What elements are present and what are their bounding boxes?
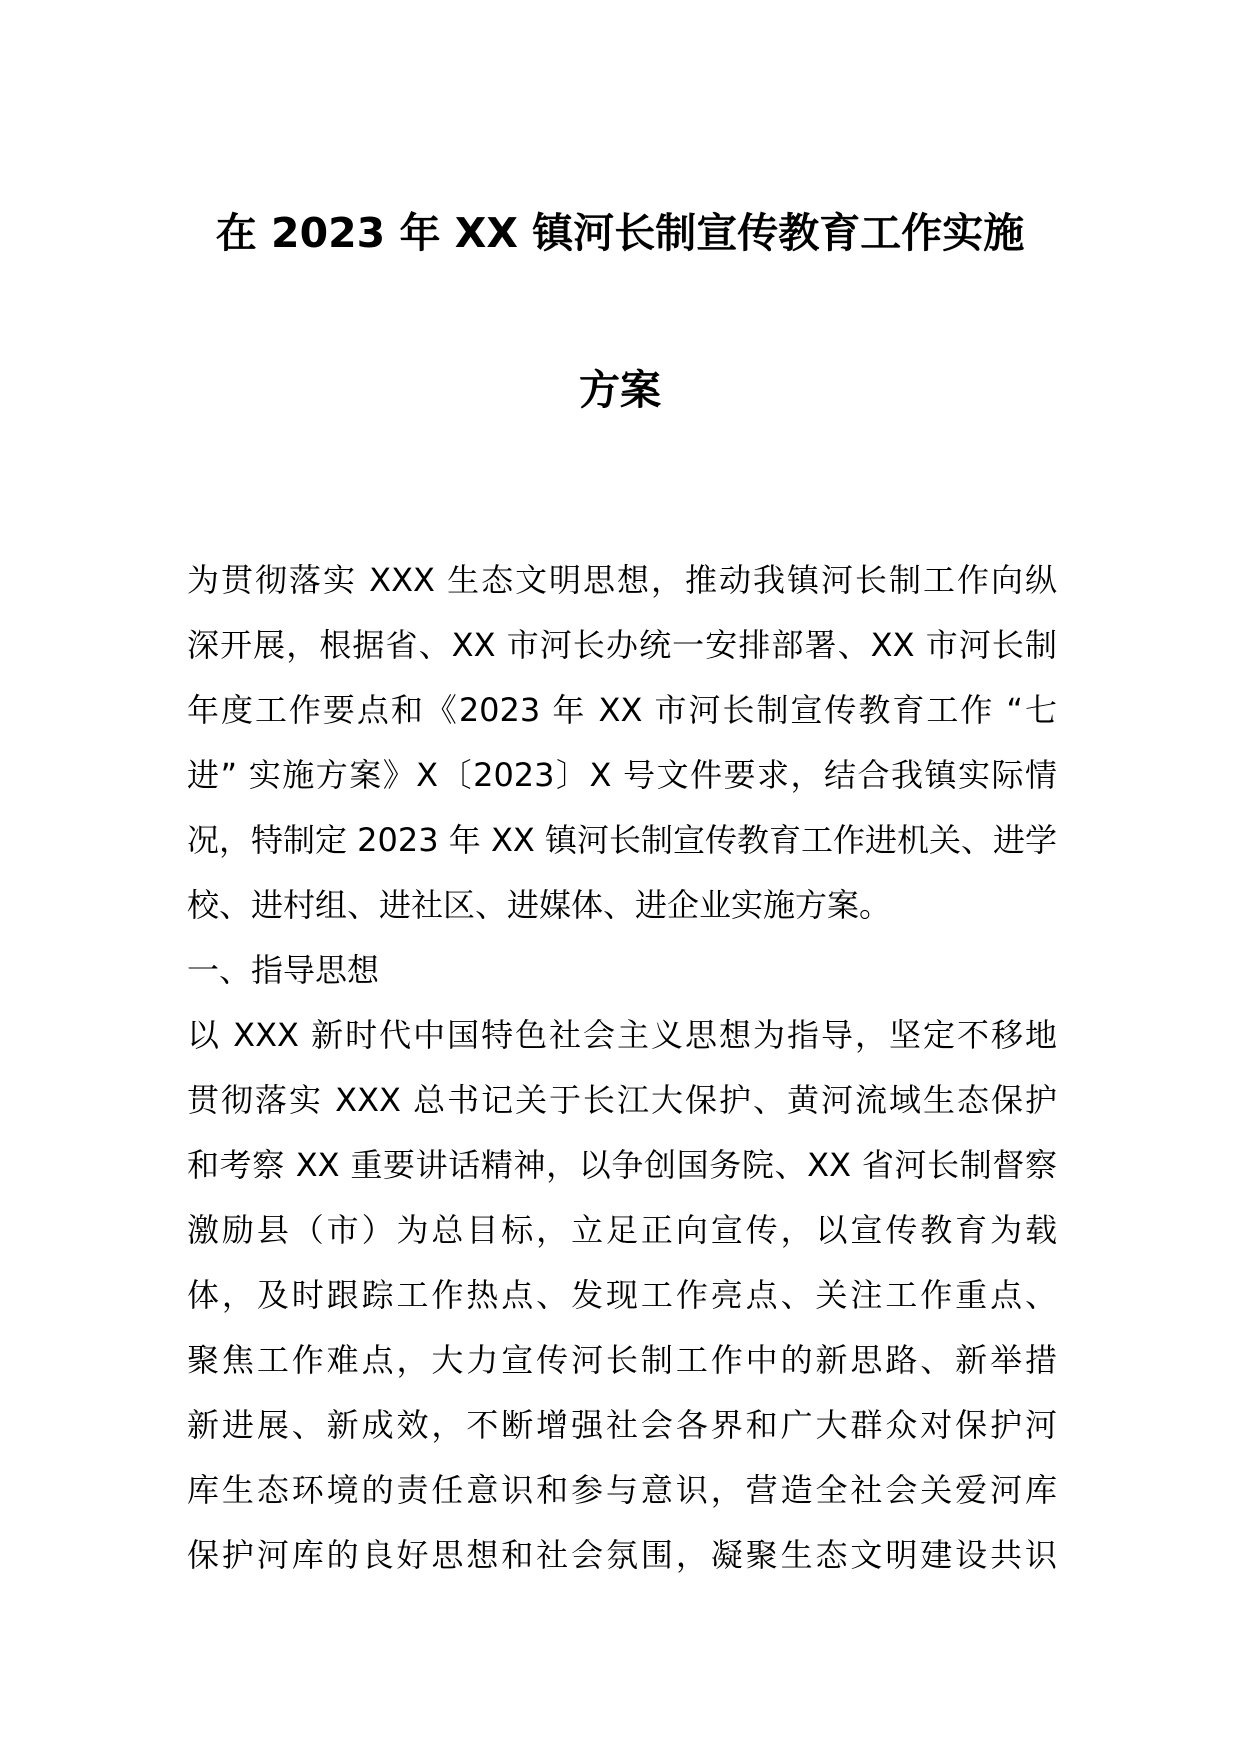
section-1-line: 库生态环境的责任意识和参与意识，营造全社会关爱河库 xyxy=(187,1471,1057,1509)
intro-line: 为贯彻落实 XXX 生态文明思想，推动我镇河长制工作向纵 xyxy=(187,561,1057,599)
section-1-line: 和考察 XX 重要讲话精神，以争创国务院、XX 省河长制督察 xyxy=(187,1146,1057,1184)
document-title-line-1: 在 2023 年 XX 镇河长制宣传教育工作实施 xyxy=(215,209,1025,257)
section-1-line: 保护河库的良好思想和社会氛围，凝聚生态文明建设共识 xyxy=(187,1536,1057,1574)
section-1-line: 体，及时跟踪工作热点、发现工作亮点、关注工作重点、 xyxy=(187,1276,1057,1314)
intro-line: 年度工作要点和《2023 年 XX 市河长制宣传教育工作 “七 xyxy=(187,691,1057,729)
intro-line: 况，特制定 2023 年 XX 镇河长制宣传教育工作进机关、进学 xyxy=(187,821,1057,859)
section-heading: 一、指导思想 xyxy=(187,951,380,989)
section-1-line: 聚焦工作难点，大力宣传河长制工作中的新思路、新举措 xyxy=(187,1341,1057,1379)
intro-paragraph xyxy=(187,548,1057,938)
document-title-line-2: 方案 xyxy=(579,366,661,414)
section-1-line: 以 XXX 新时代中国特色社会主义思想为指导，坚定不移地 xyxy=(187,1016,1057,1054)
section-1-line: 新进展、新成效，不断增强社会各界和广大群众对保护河 xyxy=(187,1406,1057,1444)
intro-line: 深开展，根据省、XX 市河长办统一安排部署、XX 市河长制 xyxy=(187,626,1057,664)
section-1-line: 激励县（市）为总目标，立足正向宣传，以宣传教育为载 xyxy=(187,1211,1057,1249)
section-1-paragraph xyxy=(187,1003,1057,1588)
intro-line: 进” 实施方案》X〔2023〕X 号文件要求，结合我镇实际情 xyxy=(187,756,1057,794)
intro-line: 校、进村组、进社区、进媒体、进企业实施方案。 xyxy=(187,886,892,924)
document-body xyxy=(187,548,1057,1588)
section-1-line: 贯彻落实 XXX 总书记关于长江大保护、黄河流域生态保护 xyxy=(187,1081,1057,1119)
